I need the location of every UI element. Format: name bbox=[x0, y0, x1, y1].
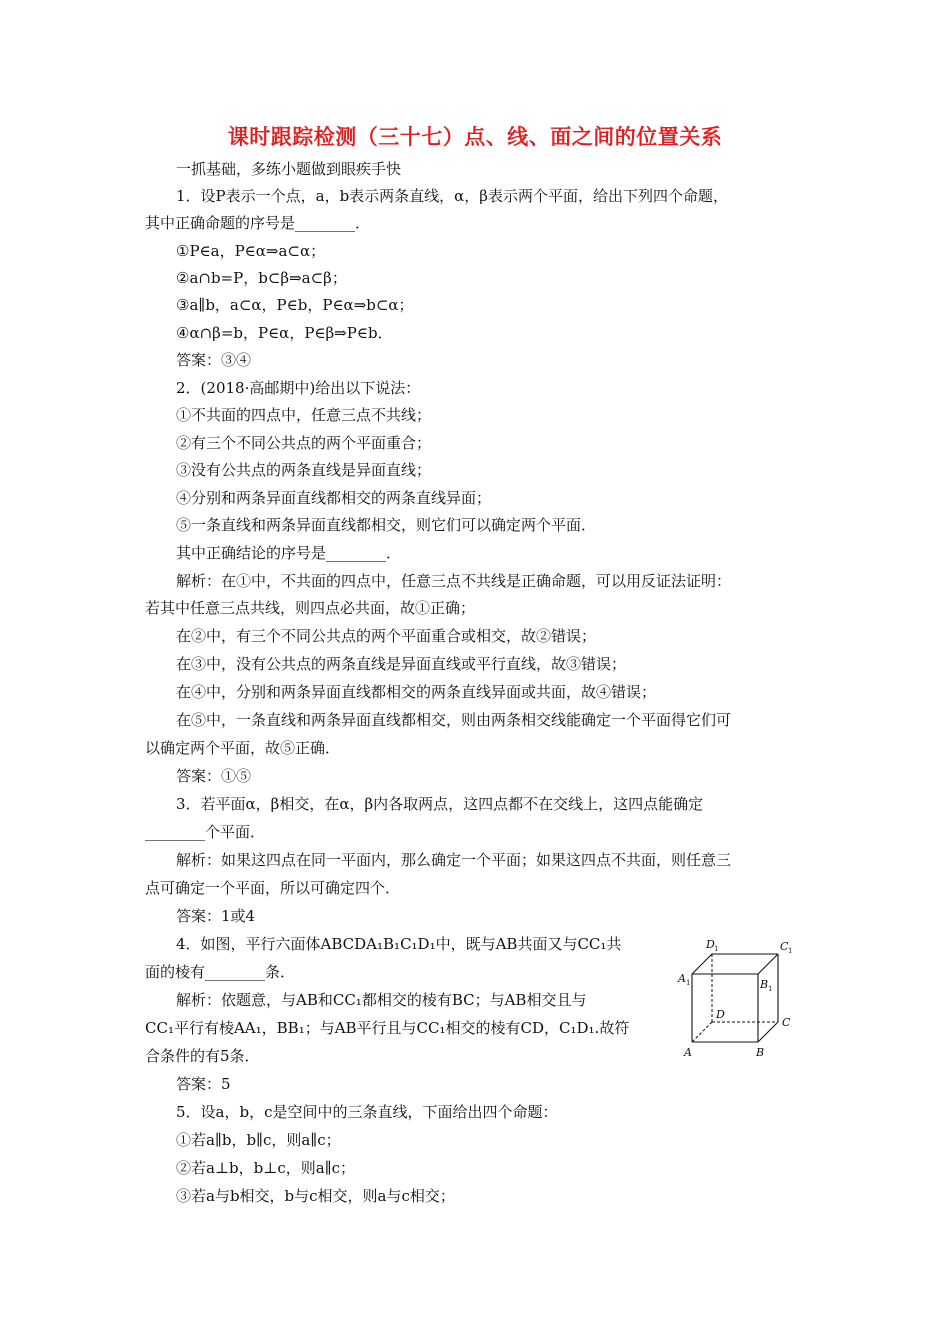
label-B: B bbox=[756, 1046, 765, 1059]
text-line: 解析：在①中，不共面的四点中，任意三点不共线是正确命题，可以用反证法证明： bbox=[176, 572, 732, 590]
text-line: 点可确定一个平面，所以可确定四个． bbox=[145, 879, 401, 897]
text-line: ③没有公共点的两条直线是异面直线； bbox=[176, 461, 432, 479]
text-line: 在②中，有三个不同公共点的两个平面重合或相交，故②错误； bbox=[176, 627, 597, 645]
text-line: ⑤一条直线和两条异面直线都相交，则它们可以确定两个平面． bbox=[176, 516, 597, 534]
answer-line: 答案：①⑤ bbox=[176, 767, 252, 785]
text-line: ④分别和两条异面直线都相交的两条直线异面； bbox=[176, 489, 492, 507]
answer-line: 答案：1或4 bbox=[176, 907, 256, 925]
label-C1-subscript: 1 bbox=[788, 947, 793, 955]
text-line: ①不共面的四点中，任意三点不共线； bbox=[176, 406, 432, 424]
label-B1-subscript: 1 bbox=[768, 985, 773, 993]
text-line: 在⑤中，一条直线和两条异面直线都相交，则由两条相交线能确定一个平面得它们可 bbox=[176, 711, 732, 729]
text-line: 1．设P表示一个点，a，b表示两条直线，α，β表示两个平面，给出下列四个命题， bbox=[176, 187, 728, 205]
text-line: ②有三个不同公共点的两个平面重合； bbox=[176, 434, 432, 452]
text-line: ③若a与b相交，b与c相交，则a与c相交； bbox=[176, 1187, 455, 1205]
label-C: C bbox=[782, 1016, 791, 1029]
text-line: 4．如图，平行六面体ABCDA₁B₁C₁D₁中，既与AB共面又与CC₁共 bbox=[176, 935, 622, 953]
text-line: 解析：依题意，与AB和CC₁都相交的棱有BC；与AB相交且与 bbox=[176, 991, 587, 1009]
answer-line: 答案：③④ bbox=[176, 351, 252, 369]
text-line: 在③中，没有公共点的两条直线是异面直线或平行直线，故③错误； bbox=[176, 655, 627, 673]
text-line: 合条件的有5条． bbox=[145, 1047, 260, 1065]
text-line: 解析：如果这四点在同一平面内，那么确定一个平面；如果这四点不共面，则任意三 bbox=[176, 851, 732, 869]
answer-line: 答案：5 bbox=[176, 1075, 231, 1093]
page-title: 课时跟踪检测（三十七）点、线、面之间的位置关系 bbox=[227, 125, 723, 149]
text-line: 面的棱有________条． bbox=[145, 963, 296, 981]
parallelepiped-figure bbox=[676, 936, 800, 1062]
text-line: CC₁平行有棱AA₁，BB₁；与AB平行且与CC₁相交的棱有CD，C₁D₁.故符 bbox=[145, 1019, 630, 1037]
text-line: ②a∩b=P，b⊂β⇒a⊂β； bbox=[176, 269, 347, 287]
label-A1: A bbox=[678, 972, 686, 985]
text-line: ①若a∥b，b∥c，则a∥c； bbox=[176, 1131, 341, 1149]
text-line: ②若a⊥b，b⊥c，则a∥c； bbox=[176, 1159, 356, 1177]
text-line: 其中正确结论的序号是________． bbox=[176, 544, 402, 562]
text-line: ①P∈a，P∈α⇒a⊂α； bbox=[176, 242, 326, 260]
text-line: 其中正确命题的序号是________． bbox=[145, 214, 371, 232]
edge-AD bbox=[692, 1022, 712, 1042]
parallelepiped-diagram bbox=[676, 936, 800, 1062]
edge-BC bbox=[758, 1022, 778, 1042]
label-A: A bbox=[684, 1046, 692, 1059]
section-heading: 一抓基础，多练小题做到眼疾手快 bbox=[176, 160, 402, 178]
label-C1: C bbox=[780, 940, 789, 953]
label-B1: B bbox=[760, 978, 769, 991]
text-line: 若其中任意三点共线，则四点必共面，故①正确； bbox=[145, 599, 476, 617]
edge-A1D1 bbox=[692, 954, 712, 974]
label-D1-subscript: 1 bbox=[714, 945, 719, 953]
text-line: 在④中，分别和两条异面直线都相交的两条直线异面或共面，故④错误； bbox=[176, 683, 657, 701]
text-line: 3．若平面α，β相交，在α，β内各取两点，这四点都不在交线上，这四点能确定 bbox=[176, 795, 704, 813]
text-line: ③a∥b，a⊂α，P∈b，P∈α⇒b⊂α； bbox=[176, 296, 414, 314]
text-line: 以确定两个平面，故⑤正确． bbox=[145, 739, 341, 757]
text-line: 2．(2018·高邮期中)给出以下说法： bbox=[176, 379, 421, 397]
label-D: D bbox=[716, 1008, 725, 1021]
text-line: 5．设a，b，c是空间中的三条直线，下面给出四个命题： bbox=[176, 1103, 558, 1121]
label-D1: D bbox=[706, 938, 715, 951]
edge-B1C1 bbox=[758, 954, 778, 974]
text-line: ________个平面． bbox=[145, 823, 266, 841]
label-A1-subscript: 1 bbox=[686, 979, 691, 987]
text-line: ④α∩β=b，P∈α，P∈β⇒P∈b． bbox=[176, 324, 393, 342]
